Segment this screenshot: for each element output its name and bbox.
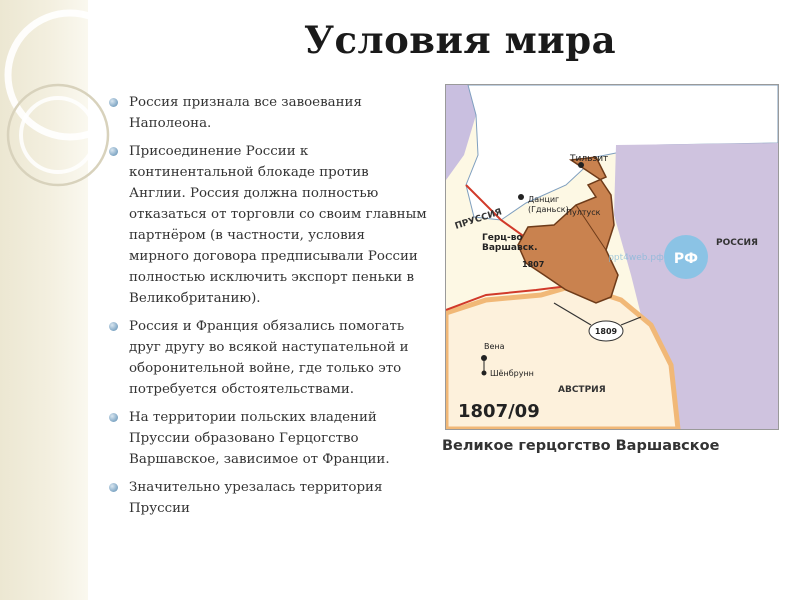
watermark-url: ppt4web.рф xyxy=(608,253,664,263)
list-item xyxy=(107,407,429,470)
duchy-label-line2: Варшавск. xyxy=(482,243,538,253)
watermark-badge-label: РФ xyxy=(673,251,699,267)
russia-label: РОССИЯ xyxy=(716,238,758,248)
schonbrunn-label: Шёнбрунн xyxy=(490,369,534,378)
bullet-text: Россия и Франция обязались помогать друг другу во всякой наступательной и оборонительной войне, где только это потребуется обстоятельствами. xyxy=(129,319,409,397)
pultusk-label: Пултуск xyxy=(566,208,601,217)
list-item xyxy=(107,477,429,519)
danzig-marker xyxy=(518,194,524,200)
bullet-text: Значительно урезалась территория Пруссии xyxy=(129,480,383,516)
danzig-label: Данциг xyxy=(528,195,560,204)
year-1809-label: 1809 xyxy=(594,327,618,336)
bullet-icon xyxy=(109,147,118,156)
decorative-circles xyxy=(0,0,110,260)
austria-label: АВСТРИЯ xyxy=(558,385,606,395)
map-period-label: 1807/09 xyxy=(458,401,540,422)
bullet-text: Россия признала все завоевания Наполеона. xyxy=(129,95,362,131)
schonbrunn-marker xyxy=(482,371,487,376)
list-item xyxy=(107,141,429,309)
bullet-icon xyxy=(109,483,118,492)
year-small-label: 1807 xyxy=(522,260,545,269)
list-item xyxy=(107,316,429,400)
bullet-icon xyxy=(109,322,118,331)
map-svg xyxy=(446,85,778,429)
conditions-list xyxy=(107,92,429,526)
slide-title: Условия мира xyxy=(303,18,617,62)
duchy-label-line1: Герц-во xyxy=(482,233,523,243)
list-item xyxy=(107,92,429,134)
bullet-icon xyxy=(109,98,118,107)
bullet-icon xyxy=(109,413,118,422)
tilsit-label: Тильзит xyxy=(570,154,609,164)
danzig-alt-label: (Гданьск) xyxy=(528,205,569,214)
historical-map xyxy=(445,84,779,430)
map-caption: Великое герцогство Варшавское xyxy=(442,438,720,454)
prussia-label: ПРУССИЯ xyxy=(453,207,504,232)
bullet-text: Присоединение России к континентальной блокаде против Англии. Россия должна полностью отказаться от торговли со своим главным партнёром (в частности, условия мирного договора предписывали России полностью исключить экспорт пеньки в Великобританию). xyxy=(129,144,427,306)
bullet-text: На территории польских владений Пруссии образовано Герцогство Варшавское, зависимое от Франции. xyxy=(129,410,390,467)
vienna-label: Вена xyxy=(484,342,505,351)
